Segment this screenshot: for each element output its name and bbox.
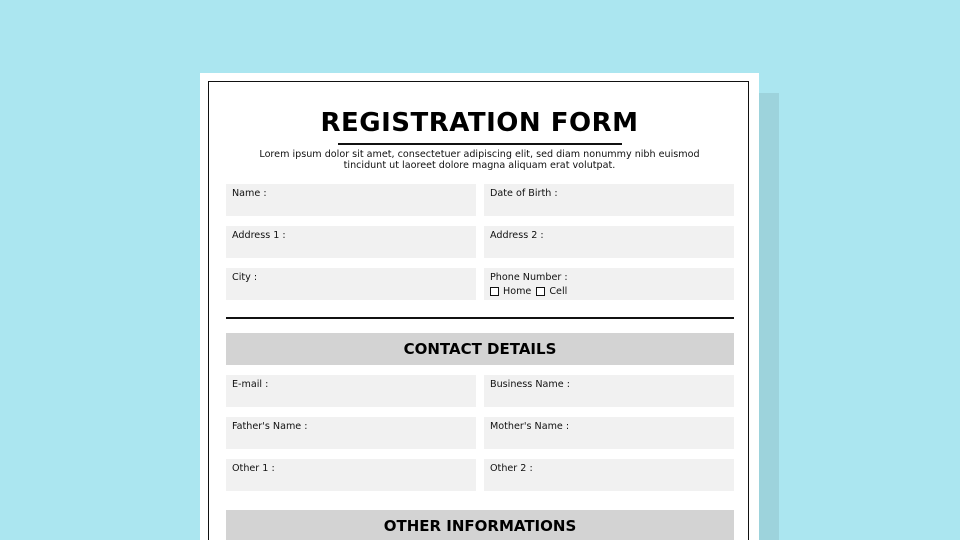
- home-checkbox[interactable]: [490, 287, 499, 296]
- form-title: REGISTRATION FORM: [320, 108, 639, 138]
- address-1-label: Address 1 :: [232, 230, 286, 241]
- name-field[interactable]: [226, 184, 476, 216]
- address-2-field[interactable]: [484, 226, 734, 258]
- other-informations-heading: OTHER INFORMATIONS: [226, 510, 734, 540]
- mothers-name-field[interactable]: [484, 417, 734, 449]
- title-underline: [338, 143, 622, 145]
- date-of-birth-field[interactable]: [484, 184, 734, 216]
- other-1-label: Other 1 :: [232, 463, 275, 474]
- date-of-birth-label: Date of Birth :: [490, 188, 558, 199]
- business-name-label: Business Name :: [490, 379, 570, 390]
- cell-checkbox-label: Cell: [549, 286, 568, 297]
- name-label: Name :: [232, 188, 267, 199]
- address-1-field[interactable]: [226, 226, 476, 258]
- other-2-field[interactable]: [484, 459, 734, 491]
- email-label: E-mail :: [232, 379, 269, 390]
- sheet-border: [208, 81, 749, 540]
- contact-details-heading: CONTACT DETAILS: [226, 333, 734, 365]
- address-2-label: Address 2 :: [490, 230, 544, 241]
- fathers-name-label: Father's Name :: [232, 421, 308, 432]
- section-divider: [226, 317, 734, 319]
- form-intro: Lorem ipsum dolor sit amet, consectetuer adipiscing elit, sed diam nonummy nibh euismod tincidunt ut laoreet dolore magna aliquam erat volutpat.: [259, 149, 700, 171]
- city-field[interactable]: [226, 268, 476, 300]
- city-label: City :: [232, 272, 258, 283]
- cell-checkbox[interactable]: [536, 287, 545, 296]
- home-checkbox-label: Home: [503, 286, 532, 297]
- phone-number-field[interactable]: [484, 268, 734, 300]
- registration-sheet: [200, 73, 759, 540]
- phone-number-label: Phone Number :: [490, 272, 568, 283]
- other-2-label: Other 2 :: [490, 463, 533, 474]
- email-field[interactable]: [226, 375, 476, 407]
- mothers-name-label: Mother's Name :: [490, 421, 570, 432]
- business-name-field[interactable]: [484, 375, 734, 407]
- fathers-name-field[interactable]: [226, 417, 476, 449]
- other-1-field[interactable]: [226, 459, 476, 491]
- phone-type-options: [490, 286, 728, 297]
